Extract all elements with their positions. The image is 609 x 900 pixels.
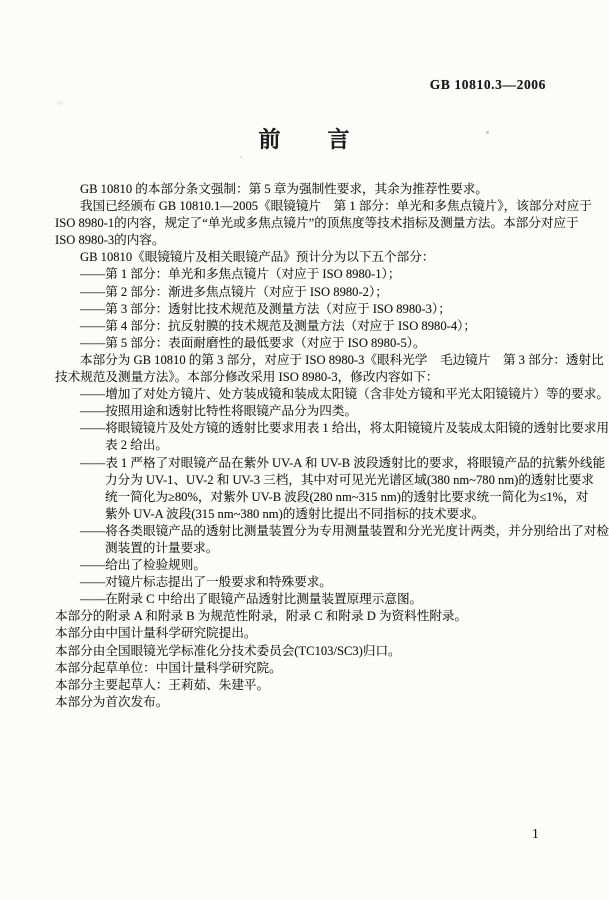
- text-line: ——表 1 严格了对眼镜产品在紫外 UV-A 和 UV-B 波段透射比的要求，将眼镜产品的抗紫外线能: [80, 455, 606, 470]
- text-line: 测装置的计量要求。: [105, 540, 219, 555]
- text-line: 表 2 给出。: [105, 438, 168, 453]
- text-line: 统一简化为≥80%，对紫外 UV-B 波段(280 nm~315 nm)的透射比要求统一简化为≤1%，对: [105, 489, 589, 504]
- text-line: 力分为 UV-1、UV-2 和 UV-3 三档，其中对可见光光谱区域(380 nm~780 nm)的透射比要求: [105, 472, 594, 487]
- text-line: 本部分由中国计量科学研究院提出。: [55, 626, 257, 641]
- text-line: 技术规范及测量方法》。本部分修改采用 ISO 8980-3，修改内容如下：: [55, 370, 439, 385]
- scan-noise-speck: [57, 101, 63, 105]
- text-line: ISO 8980-1的内容，规定了“单光或多焦点镜片”的顶焦度等技术指标及测量方法。本部分对应于: [55, 216, 579, 231]
- text-line: GB 10810《眼镜镜片及相关眼镜产品》预计分为以下五个部分：: [80, 250, 435, 265]
- text-line: 本部分为首次发布。: [55, 694, 169, 709]
- text-line: ——给出了检验规则。: [80, 558, 206, 573]
- text-line: ——第 2 部分：渐进多焦点镜片（对应于 ISO 8980-2）；: [80, 284, 388, 299]
- standard-number: GB 10810.3—2006: [429, 77, 546, 92]
- text-line: ——第 3 部分：透射比技术规范及测量方法（对应于 ISO 8980-3）；: [80, 301, 451, 316]
- text-line: ——将眼镜镜片及处方镜的透射比要求用表 1 给出，将太阳镜镜片及装成太阳镜的透射比要求用: [80, 421, 609, 436]
- text-line: ——增加了对处方镜片、处方装成镜和装成太阳镜（含非处方镜和平光太阳镜镜片）等的要求。: [80, 387, 609, 402]
- text-line: 本部分起草单位：中国计量科学研究院。: [55, 660, 282, 675]
- text-line: ——第 1 部分：单光和多焦点镜片（对应于 ISO 8980-1）；: [80, 267, 401, 282]
- text-line: 本部分由全国眼镜光学标准化分技术委员会(TC103/SC3)归口。: [55, 643, 401, 658]
- text-line: 本部分主要起草人：王莉茹、朱建平。: [55, 677, 270, 692]
- text-line: 本部分为 GB 10810 的第 3 部分，对应于 ISO 8980-3《眼科光学 毛边镜片 第 3 部分：透射比: [80, 352, 604, 367]
- text-line: 我国已经颁布 GB 10810.1—2005《眼镜镜片 第 1 部分：单光和多焦点镜片》，该部分对应于: [80, 199, 592, 214]
- text-line: ——对镜片标志提出了一般要求和特殊要求。: [80, 575, 332, 590]
- text-line: GB 10810 的本部分条文强制：第 5 章为强制性要求，其余为推荐性要求。: [80, 182, 488, 196]
- text-line: 本部分的附录 A 和附录 B 为规范性附录，附录 C 和附录 D 为资料性附录。: [55, 609, 468, 624]
- foreword-body: [55, 181, 609, 711]
- text-line: ISO 8980-3的内容。: [55, 233, 165, 248]
- text-line: ——将各类眼镜产品的透射比测量装置分为专用测量装置和分光光度计两类，并分别给出了对检: [80, 523, 609, 538]
- text-line: ——第 5 部分：表面耐磨性的最低要求（对应于 ISO 8980-5）。: [80, 335, 426, 350]
- page-number: 1: [532, 826, 539, 841]
- text-line: ——在附录 C 中给出了眼镜产品透射比测量装置原理示意图。: [80, 592, 423, 607]
- text-line: ——按照用途和透射比特性将眼镜产品分为四类。: [80, 404, 358, 419]
- text-line: 紫外 UV-A 波段(315 nm~380 nm)的透射比提出不同指标的技术要求。: [105, 506, 485, 521]
- text-line: ——第 4 部分：抗反射膜的技术规范及测量方法（对应于 ISO 8980-4）；: [80, 318, 476, 333]
- scan-noise-speck: [240, 156, 242, 158]
- scan-noise-speck: [486, 131, 489, 134]
- page-title: 前 言: [258, 127, 351, 152]
